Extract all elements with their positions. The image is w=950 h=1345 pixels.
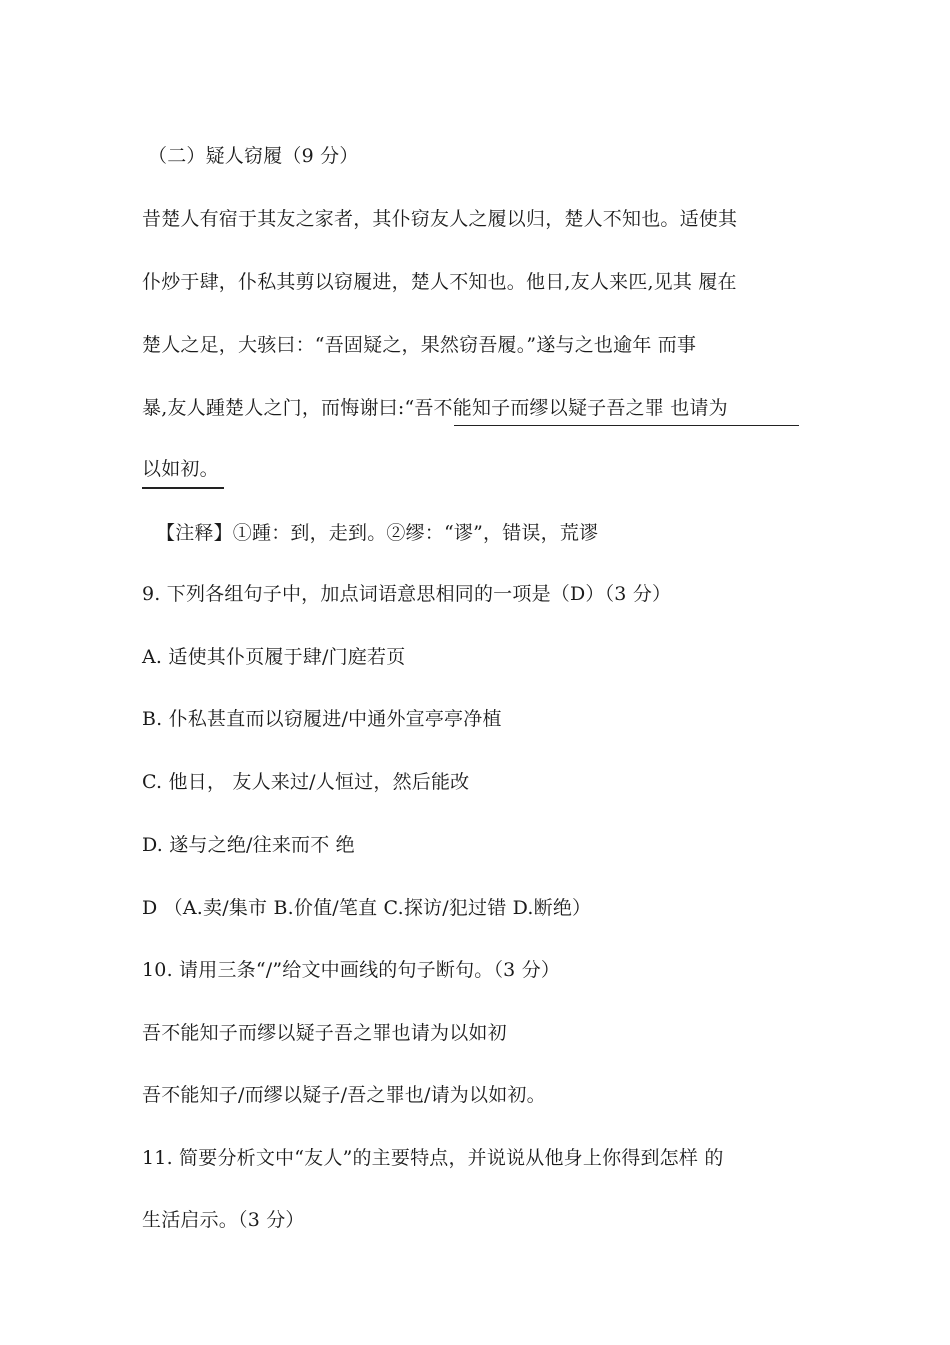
question-9-option-c: C. 他日， 友人来过/人恒过，然后能改 bbox=[142, 771, 470, 793]
question-10-answer: 吾不能知子/而缪以疑子/吾之罪也/请为以如初。 bbox=[142, 1084, 546, 1106]
passage-line-4: 暴,友人踵楚人之门，而悔谢曰:“吾不能知子而缪以疑子吾之罪 也请为 bbox=[142, 397, 728, 419]
question-9-option-b: B. 仆私甚直而以窃履进/中通外宣亭亭净植 bbox=[142, 708, 502, 730]
passage-line-3: 楚人之足，大骇曰：“吾固疑之，果然窃吾履。”遂与之也逾年 而事 bbox=[142, 334, 697, 356]
question-9-option-d: D. 遂与之绝/往来而不 绝 bbox=[142, 834, 355, 856]
question-11-stem-line-1: 11. 简要分析文中“友人”的主要特点，并说说从他身上你得到怎样 的 bbox=[142, 1147, 724, 1169]
question-9-stem: 9. 下列各组句子中，加点词语意思相同的一项是（D）（3 分） bbox=[142, 583, 672, 605]
underline-marked-sentence-part-1 bbox=[454, 425, 799, 426]
question-9-answer: D （A.卖/集市 B.价值/笔直 C.探访/犯过错 D.断绝） bbox=[142, 897, 592, 919]
question-9-option-a: A. 适使其仆页履于肆/门庭若页 bbox=[142, 646, 406, 668]
annotation-note: 【注释】①踵：到，走到。②缪：“谬”，错误，荒谬 bbox=[156, 522, 599, 544]
underline-marked-sentence-part-2 bbox=[142, 487, 224, 489]
passage-line-2: 仆炒于肆，仆私其剪以窃履进，楚人不知也。他日,友人来匹,见其 履在 bbox=[142, 271, 737, 293]
section-title: （二）疑人窃履（9 分） bbox=[148, 145, 359, 167]
passage-line-1: 昔楚人有宿于其友之家者，其仆窃友人之履以归，楚人不知也。适使其 bbox=[142, 208, 738, 230]
question-11-stem-line-2: 生活启示。（3 分） bbox=[142, 1209, 305, 1231]
question-10-sentence: 吾不能知子而缪以疑子吾之罪也请为以如初 bbox=[142, 1022, 507, 1044]
question-10-stem: 10. 请用三条“/”给文中画线的句子断句。（3 分） bbox=[142, 959, 561, 981]
passage-line-5: 以如初。 bbox=[142, 458, 219, 480]
